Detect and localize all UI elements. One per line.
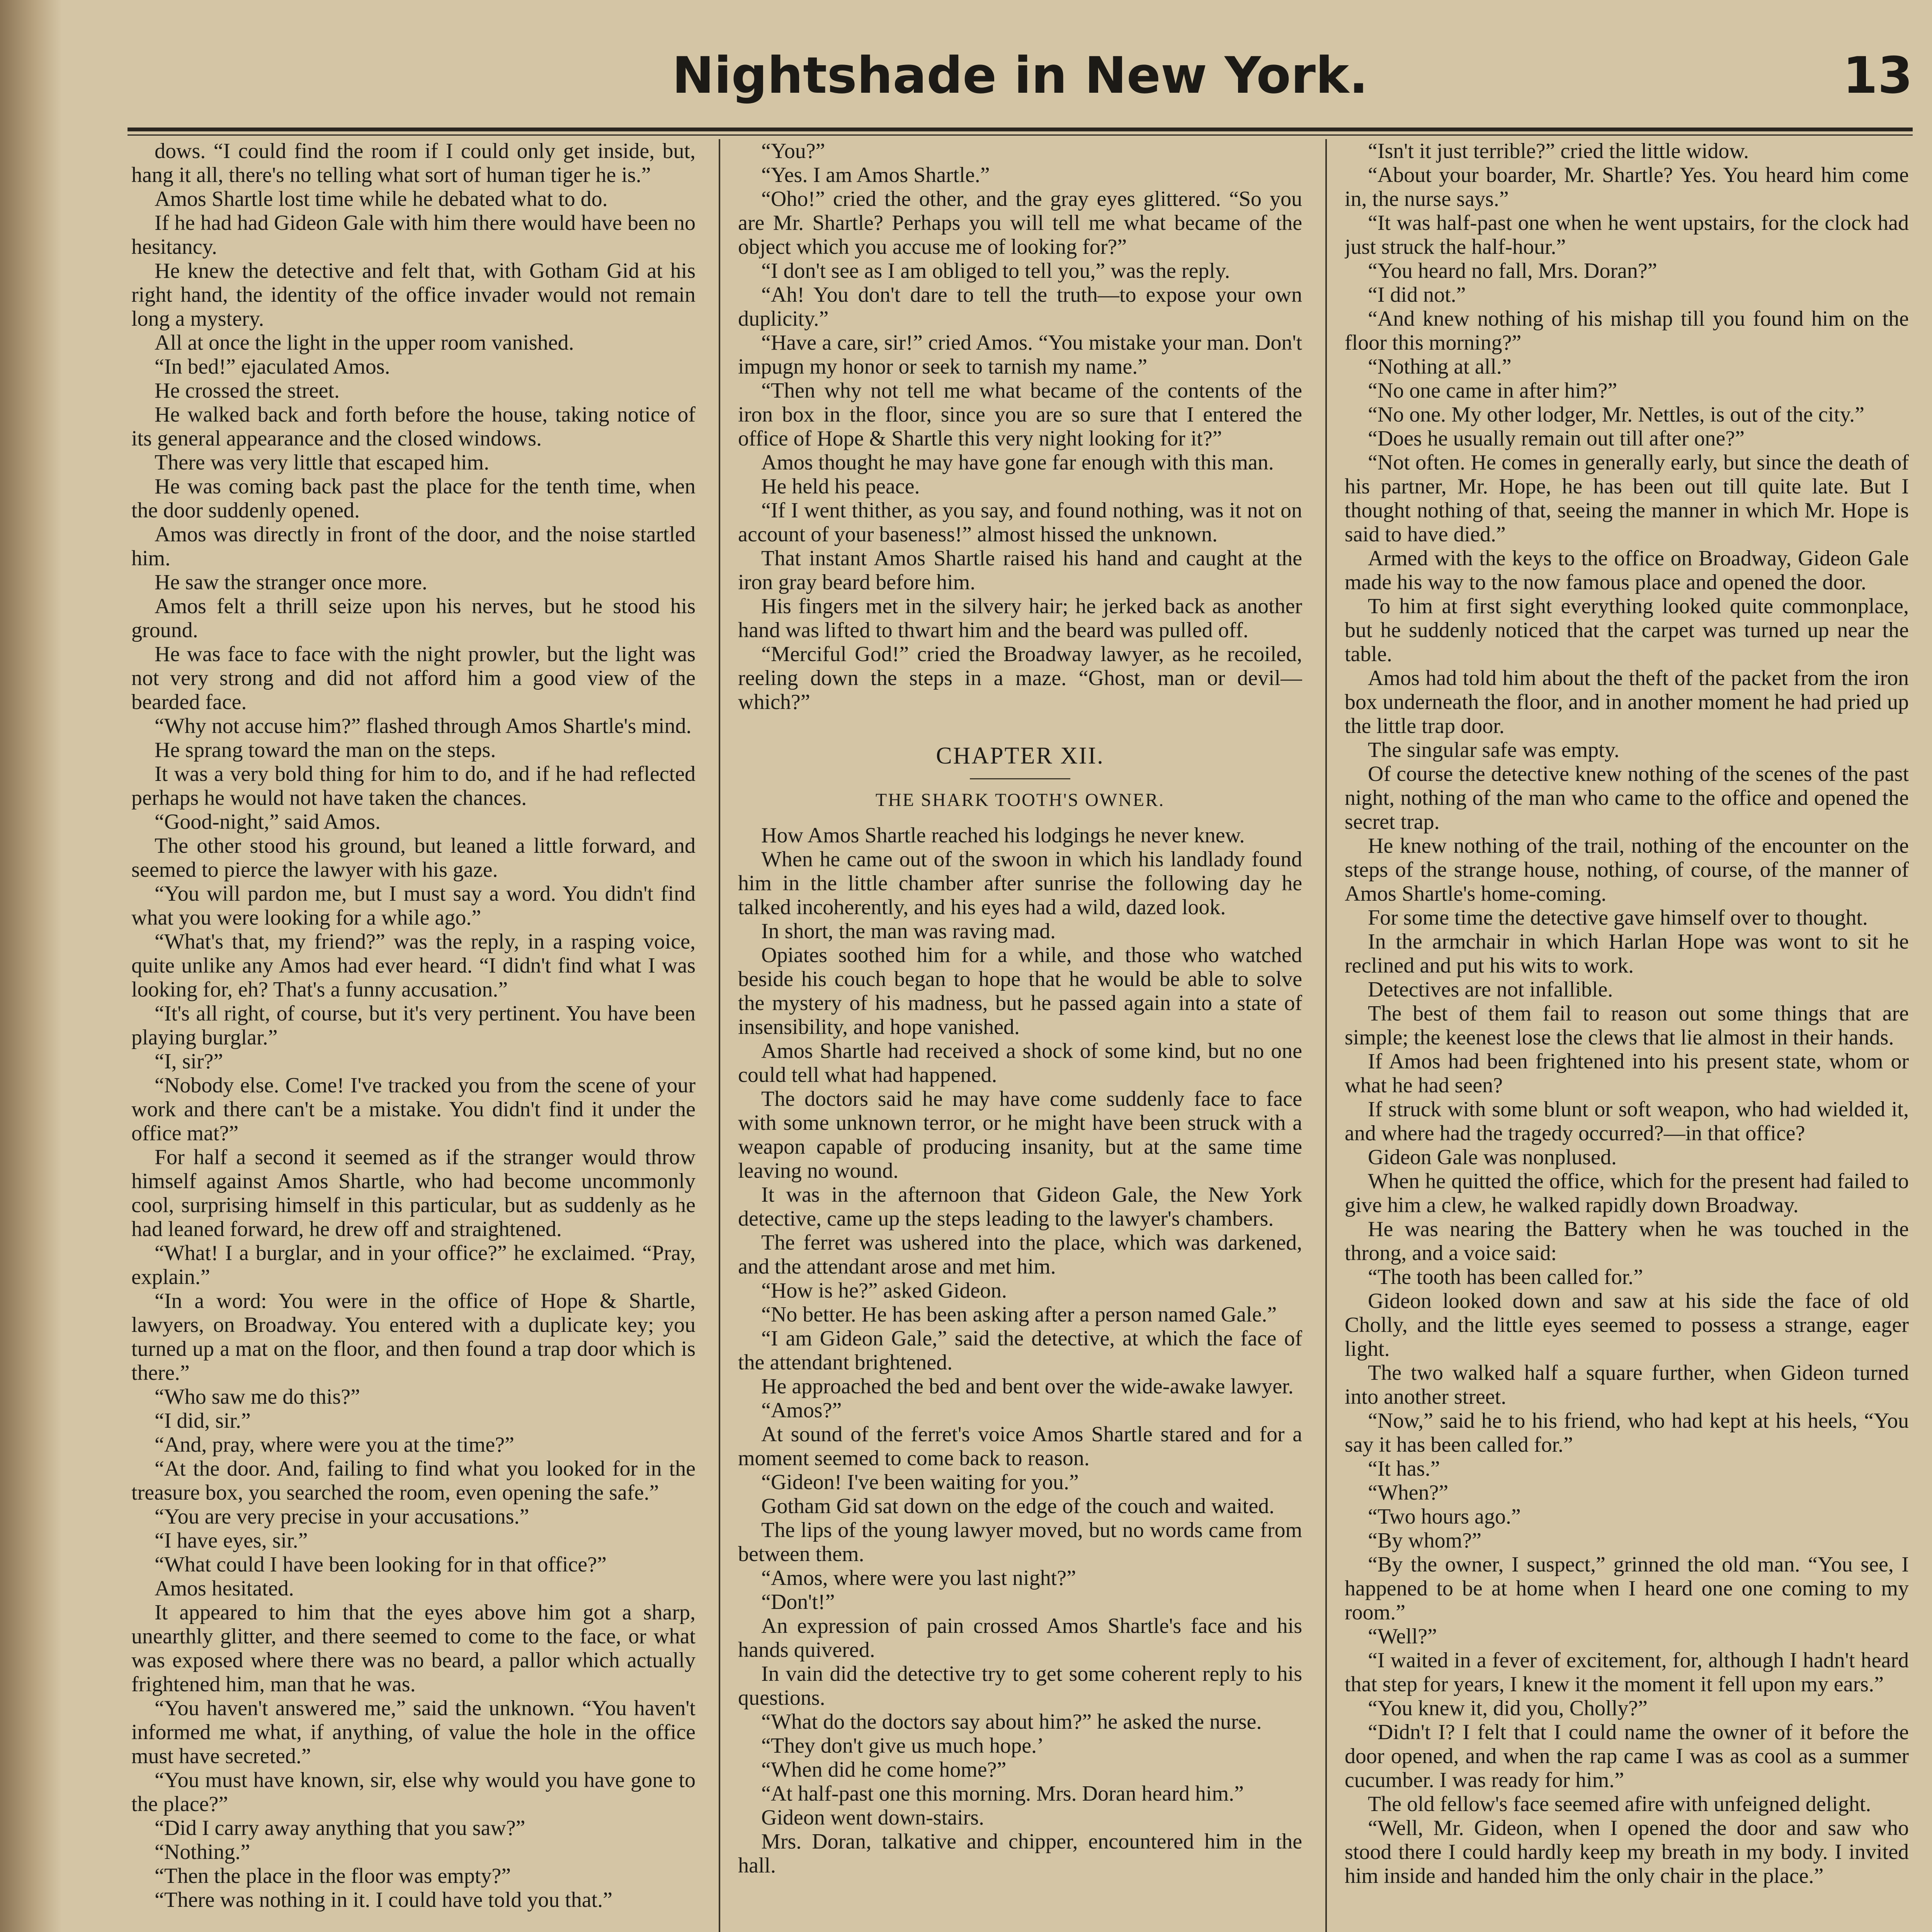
paragraph: “If I went thither, as you say, and found nothing, was it not on account of your baseness!” almost hissed the unknown. bbox=[738, 498, 1302, 546]
header-rule bbox=[128, 128, 1913, 136]
paragraph: “Why not accuse him?” flashed through Amos Shartle's mind. bbox=[155, 714, 692, 738]
column-2-text-before-chapter bbox=[738, 139, 1302, 714]
paragraph: “What's that, my friend?” was the reply, in a rasping voice, quite unlike any Amos had ever heard. “I didn't find what I was looking for, eh? That's a funny accusation.” bbox=[131, 930, 696, 1002]
paragraph: “I have eyes, sir.” bbox=[155, 1529, 308, 1553]
column-divider bbox=[1325, 139, 1327, 1932]
paragraph: “Nothing at all.” bbox=[1368, 355, 1512, 379]
paragraph: “Merciful God!” cried the Broadway lawyer, as he recoiled, reeling down the steps in a maze. “Ghost, man or devil—which?” bbox=[738, 642, 1302, 714]
paragraph: His fingers met in the silvery hair; he jerked back as another hand was lifted to thwart him and the beard was pulled off. bbox=[738, 594, 1302, 642]
paragraph: “I did not.” bbox=[1368, 283, 1466, 307]
paragraph: “Yes. I am Amos Shartle.” bbox=[761, 163, 990, 187]
paragraph: “When?” bbox=[1368, 1481, 1449, 1505]
paragraph: “You knew it, did you, Cholly?” bbox=[1368, 1696, 1648, 1720]
paragraph: “At the door. And, failing to find what you looked for in the treasure box, you searched the room, even opening the safe.” bbox=[131, 1457, 696, 1505]
paragraph: “Ah! You don't dare to tell the truth—to expose your own duplicity.” bbox=[738, 283, 1302, 331]
paragraph: “And, pray, where were you at the time?” bbox=[155, 1433, 514, 1457]
paragraph: Gideon Gale was nonplused. bbox=[1368, 1145, 1617, 1169]
paragraph: He approached the bed and bent over the wide-awake lawyer. bbox=[761, 1374, 1294, 1398]
paragraph: Opiates soothed him for a while, and those who watched beside his couch began to hope that he would be able to solve the mystery of his madness, but he passed again into a state of insensibility, and hope vanished. bbox=[738, 943, 1302, 1039]
paragraph: “Didn't I? I felt that I could name the owner of it before the door opened, and when the rap came I was as cool as a summer cucumber. I was ready for him.” bbox=[1345, 1720, 1909, 1792]
paragraph: “You?” bbox=[761, 139, 825, 163]
paragraph: “You will pardon me, but I must say a word. You didn't find what you were looking for a while ago.” bbox=[131, 882, 696, 930]
paragraph: He crossed the street. bbox=[155, 379, 340, 403]
paragraph: “I don't see as I am obliged to tell you,” was the reply. bbox=[761, 259, 1230, 283]
paragraph: For half a second it seemed as if the stranger would throw himself against Amos Shartle, who had become uncommonly cool, surprising himself in this particular, but as suddenly as he had leaned forward, he drew off and straightened. bbox=[131, 1145, 696, 1241]
paragraph: It was in the afternoon that Gideon Gale, the New York detective, came up the steps leading to the lawyer's chambers. bbox=[738, 1183, 1302, 1231]
paragraph: “At half-past one this morning. Mrs. Doran heard him.” bbox=[761, 1782, 1244, 1806]
paragraph: He sprang toward the man on the steps. bbox=[155, 738, 496, 762]
paragraph: It appeared to him that the eyes above him got a sharp, unearthly glitter, and there seemed to come to the face, or what was exposed where there was no beard, a pallor which actually frightened him, man that he was. bbox=[131, 1600, 696, 1696]
paragraph: “Nobody else. Come! I've tracked you from the scene of your work and there can't be a mistake. You didn't find it under the office mat?” bbox=[131, 1073, 696, 1145]
paragraph: “How is he?” asked Gideon. bbox=[761, 1279, 1007, 1303]
paragraph: “Well?” bbox=[1368, 1624, 1437, 1648]
chapter-rule bbox=[970, 778, 1070, 779]
paragraph: “Isn't it just terrible?” cried the little widow. bbox=[1368, 139, 1749, 163]
paragraph: There was very little that escaped him. bbox=[155, 451, 490, 474]
paragraph: “Nothing.” bbox=[155, 1840, 250, 1864]
paragraph: For some time the detective gave himself over to thought. bbox=[1368, 906, 1868, 930]
paragraph: Armed with the keys to the office on Broadway, Gideon Gale made his way to the now famous place and opened the door. bbox=[1345, 546, 1909, 594]
paragraph: The old fellow's face seemed afire with unfeigned delight. bbox=[1368, 1792, 1871, 1816]
paragraph: That instant Amos Shartle raised his hand and caught at the iron gray beard before him. bbox=[738, 546, 1302, 594]
paragraph: “No better. He has been asking after a person named Gale.” bbox=[761, 1303, 1277, 1327]
paragraph: He knew the detective and felt that, with Gotham Gid at his right hand, the identity of the office invader would not remain long a mystery. bbox=[131, 259, 696, 331]
paragraph: Gideon looked down and saw at his side the face of old Cholly, and the little eyes seemed to possess a strange, eager light. bbox=[1345, 1289, 1909, 1361]
paragraph: “I, sir?” bbox=[155, 1049, 223, 1073]
page-number: 13 bbox=[1843, 46, 1913, 105]
paragraph: “What could I have been looking for in that office?” bbox=[155, 1553, 607, 1577]
paragraph: “And knew nothing of his mishap till you found him on the floor this morning?” bbox=[1345, 307, 1909, 355]
text-column-3 bbox=[1345, 139, 1909, 1932]
paragraph: He was nearing the Battery when he was touched in the throng, and a voice said: bbox=[1345, 1217, 1909, 1265]
paragraph: “No one. My other lodger, Mr. Nettles, is out of the city.” bbox=[1368, 403, 1864, 427]
paragraph: “They don't give us much hope.’ bbox=[761, 1734, 1044, 1758]
paragraph: “You are very precise in your accusations.” bbox=[155, 1505, 529, 1529]
paragraph: “It's all right, of course, but it's very pertinent. You have been playing burglar.” bbox=[131, 1002, 696, 1049]
paragraph: An expression of pain crossed Amos Shartle's face and his hands quivered. bbox=[738, 1614, 1302, 1662]
paragraph: If Amos had been frightened into his present state, whom or what he had seen? bbox=[1345, 1049, 1909, 1097]
paragraph: “No one came in after him?” bbox=[1368, 379, 1617, 403]
paragraph: “Then the place in the floor was empty?” bbox=[155, 1864, 511, 1888]
paragraph: “It was half-past one when he went upstairs, for the clock had just struck the half-hour.” bbox=[1345, 211, 1909, 259]
paragraph: If struck with some blunt or soft weapon, who had wielded it, and where had the tragedy occurred?—in that office? bbox=[1345, 1097, 1909, 1145]
paragraph: Amos was directly in front of the door, and the noise startled him. bbox=[131, 522, 696, 570]
column-divider bbox=[719, 139, 720, 1932]
paragraph: The two walked half a square further, when Gideon turned into another street. bbox=[1345, 1361, 1909, 1409]
paragraph: He held his peace. bbox=[761, 474, 920, 498]
text-column-2 bbox=[738, 139, 1302, 1932]
paragraph: All at once the light in the upper room vanished. bbox=[155, 331, 574, 355]
paragraph: Of course the detective knew nothing of the scenes of the past night, nothing of the man who came to the office and opened the secret trap. bbox=[1345, 762, 1909, 834]
paragraph: “Well, Mr. Gideon, when I opened the door and saw who stood there I could hardly keep my breath in my body. I invited him inside and handed him the only chair in the place.” bbox=[1345, 1816, 1909, 1888]
paragraph: In the armchair in which Harlan Hope was wont to sit he reclined and put his wits to work. bbox=[1345, 930, 1909, 978]
paragraph: “In bed!” ejaculated Amos. bbox=[155, 355, 390, 379]
paragraph: “I waited in a fever of excitement, for, although I hadn't heard that step for years, I knew it the moment it fell upon my ears.” bbox=[1345, 1648, 1909, 1696]
paragraph: “I am Gideon Gale,” said the detective, at which the face of the attendant brightened. bbox=[738, 1327, 1302, 1374]
paragraph: dows. “I could find the room if I could only get inside, but, hang it all, there's no telling what sort of human tiger he is.” bbox=[131, 139, 696, 187]
paragraph: Amos thought he may have gone far enough with this man. bbox=[761, 451, 1274, 474]
paragraph: “Now,” said he to his friend, who had kept at his heels, “You say it has been called for.” bbox=[1345, 1409, 1909, 1457]
page-binding-edge bbox=[0, 0, 62, 1932]
paragraph: “In a word: You were in the office of Hope & Shartle, lawyers, on Broadway. You entered with a duplicate key; you turned up a mat on the floor, and then found a trap door which is there.” bbox=[131, 1289, 696, 1385]
paragraph: The ferret was ushered into the place, which was darkened, and the attendant arose and met him. bbox=[738, 1231, 1302, 1279]
paragraph: Gideon went down-stairs. bbox=[761, 1806, 985, 1830]
paragraph: “Two hours ago.” bbox=[1368, 1505, 1521, 1529]
paragraph: The lips of the young lawyer moved, but no words came from between them. bbox=[738, 1518, 1302, 1566]
paragraph: Mrs. Doran, talkative and chipper, encountered him in the hall. bbox=[738, 1830, 1302, 1878]
paragraph: Amos felt a thrill seize upon his nerves, but he stood his ground. bbox=[131, 594, 696, 642]
paragraph: He walked back and forth before the house, taking notice of its general appearance and the closed windows. bbox=[131, 403, 696, 451]
paragraph: The other stood his ground, but leaned a little forward, and seemed to pierce the lawyer with his gaze. bbox=[131, 834, 696, 882]
paragraph: When he came out of the swoon in which his landlady found him in the little chamber after sunrise the following day he talked incoherently, and his eyes had a wild, dazed look. bbox=[738, 847, 1302, 919]
paragraph: At sound of the ferret's voice Amos Shartle stared and for a moment seemed to come back to reason. bbox=[738, 1422, 1302, 1470]
paragraph: “Have a care, sir!” cried Amos. “You mistake your man. Don't impugn my honor or seek to tarnish my name.” bbox=[738, 331, 1302, 379]
paragraph: “It has.” bbox=[1368, 1457, 1440, 1481]
paragraph: Gotham Gid sat down on the edge of the couch and waited. bbox=[761, 1494, 1275, 1518]
chapter-title: CHAPTER XII. bbox=[936, 743, 1104, 769]
paragraph: When he quitted the office, which for the present had failed to give him a clew, he walked rapidly down Broadway. bbox=[1345, 1169, 1909, 1217]
paragraph: In vain did the detective try to get some coherent reply to his questions. bbox=[738, 1662, 1302, 1710]
paragraph: “Good-night,” said Amos. bbox=[155, 810, 381, 834]
paragraph: “Did I carry away anything that you saw?” bbox=[155, 1816, 526, 1840]
paragraph: “When did he come home?” bbox=[761, 1758, 1007, 1782]
paragraph: If he had had Gideon Gale with him there would have been no hesitancy. bbox=[131, 211, 696, 259]
running-title: Nightshade in New York. bbox=[672, 46, 1368, 105]
paragraph: Detectives are not infallible. bbox=[1368, 978, 1613, 1002]
text-column-1 bbox=[131, 139, 696, 1932]
paragraph: “You heard no fall, Mrs. Doran?” bbox=[1368, 259, 1657, 283]
paragraph: “Who saw me do this?” bbox=[155, 1385, 360, 1409]
paragraph: “You haven't answered me,” said the unknown. “You haven't informed me what, if anything, of value the hole in the office must have secreted.” bbox=[131, 1696, 696, 1768]
paragraph: “By whom?” bbox=[1368, 1529, 1481, 1553]
paragraph: Amos Shartle had received a shock of some kind, but no one could tell what had happened. bbox=[738, 1039, 1302, 1087]
paragraph: “I did, sir.” bbox=[155, 1409, 251, 1433]
column-2-text-after-chapter bbox=[738, 823, 1302, 1878]
paragraph: “There was nothing in it. I could have told you that.” bbox=[155, 1888, 613, 1912]
paragraph: “You must have known, sir, else why would you have gone to the place?” bbox=[131, 1768, 696, 1816]
paragraph: “Amos, where were you last night?” bbox=[761, 1566, 1076, 1590]
paragraph: “The tooth has been called for.” bbox=[1368, 1265, 1643, 1289]
paragraph: “About your boarder, Mr. Shartle? Yes. You heard him come in, the nurse says.” bbox=[1345, 163, 1909, 211]
paragraph: “What do the doctors say about him?” he asked the nurse. bbox=[761, 1710, 1262, 1734]
paragraph: In short, the man was raving mad. bbox=[761, 919, 1056, 943]
paragraph: “Gideon! I've been waiting for you.” bbox=[761, 1470, 1079, 1494]
page-header bbox=[128, 39, 1913, 116]
paragraph: “Amos?” bbox=[761, 1398, 842, 1422]
paragraph: “Not often. He comes in generally early, but since the death of his partner, Mr. Hope, he has been out till quite late. But I thought nothing of that, seeing the manner in which Mr. Hope is said to have died.” bbox=[1345, 451, 1909, 546]
paragraph: “What! I a burglar, and in your office?” he exclaimed. “Pray, explain.” bbox=[131, 1241, 696, 1289]
paragraph: He knew nothing of the trail, nothing of the encounter on the steps of the strange house, nothing, of course, of the manner of Amos Shartle's home-coming. bbox=[1345, 834, 1909, 906]
paragraph: How Amos Shartle reached his lodgings he never knew. bbox=[761, 823, 1245, 847]
paragraph: He saw the stranger once more. bbox=[155, 570, 427, 594]
paragraph: “Oho!” cried the other, and the gray eyes glittered. “So you are Mr. Shartle? Perhaps you will tell me what became of the object which you accuse me of looking for?” bbox=[738, 187, 1302, 259]
paragraph: The singular safe was empty. bbox=[1368, 738, 1620, 762]
paragraph: “By the owner, I suspect,” grinned the old man. “You see, I happened to be at home when I heard one one coming to my room.” bbox=[1345, 1553, 1909, 1624]
paragraph: He was coming back past the place for the tenth time, when the door suddenly opened. bbox=[131, 474, 696, 522]
paragraph: He was face to face with the night prowler, but the light was not very strong and did not afford him a good view of the bearded face. bbox=[131, 642, 696, 714]
paragraph: “Then why not tell me what became of the contents of the iron box in the floor, since you are so sure that I entered the office of Hope & Shartle this very night looking for it?” bbox=[738, 379, 1302, 451]
paragraph: “Does he usually remain out till after one?” bbox=[1368, 427, 1745, 451]
paragraph: The best of them fail to reason out some things that are simple; the keenest lose the clews that lie almost in their hands. bbox=[1345, 1002, 1909, 1049]
chapter-subtitle: THE SHARK TOOTH'S OWNER. bbox=[875, 790, 1165, 810]
paragraph: It was a very bold thing for him to do, and if he had reflected perhaps he would not have taken the chances. bbox=[131, 762, 696, 810]
paragraph: “Don't!” bbox=[761, 1590, 835, 1614]
paragraph: Amos had told him about the theft of the packet from the iron box underneath the floor, and in another moment he had pried up the little trap door. bbox=[1345, 666, 1909, 738]
paragraph: To him at first sight everything looked quite commonplace, but he suddenly noticed that the carpet was turned up near the table. bbox=[1345, 594, 1909, 666]
paragraph: Amos Shartle lost time while he debated what to do. bbox=[155, 187, 608, 211]
paragraph: The doctors said he may have come suddenly face to face with some unknown terror, or he might have been struck with a weapon capable of producing insanity, but at the same time leaving no wound. bbox=[738, 1087, 1302, 1183]
paragraph: Amos hesitated. bbox=[155, 1577, 294, 1600]
